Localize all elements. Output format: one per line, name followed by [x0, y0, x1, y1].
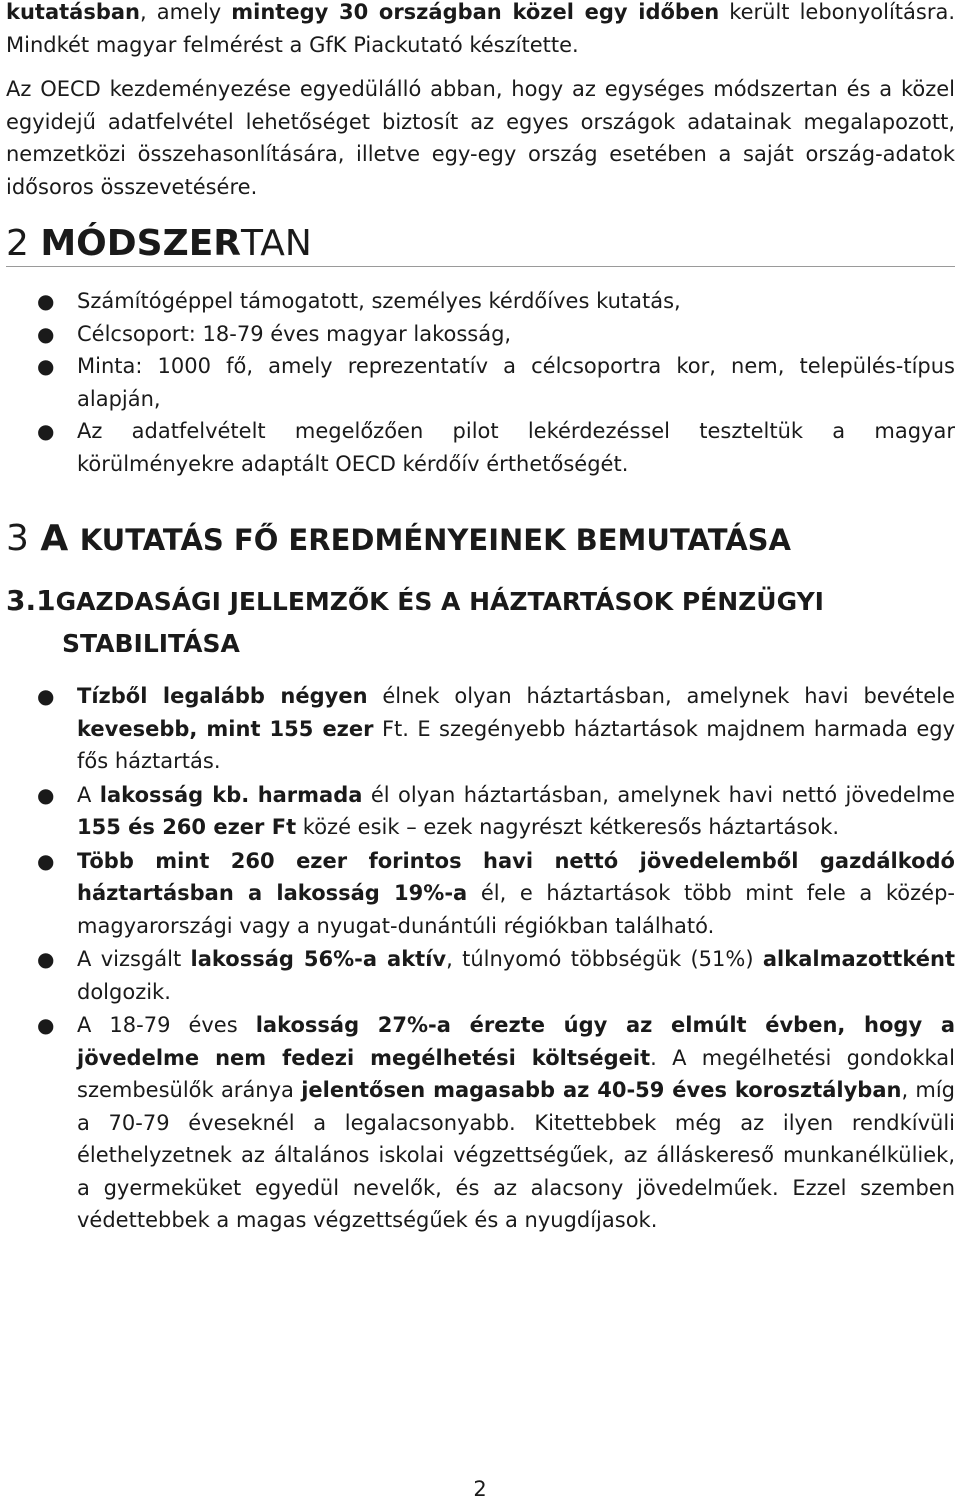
section-2-number: 2: [6, 223, 29, 264]
bullet-icon: ●: [37, 289, 55, 313]
list-item: ● Számítógéppel támogatott, személyes kérdőíves kutatás,: [0, 285, 955, 318]
bullet-icon: ●: [37, 354, 55, 378]
list-item: ● A lakosság kb. harmada él olyan háztartásban, amelynek havi nettó jövedelme 155 és 260 ezer Ft közé esik – ezek nagyrészt kétkeresős háztartások.: [0, 779, 955, 844]
intro-text-2: került lebonyolításra. Mindkét magyar felmérést a GfK Piackutató készítette.: [6, 0, 955, 57]
section-3-1-heading: [6, 584, 824, 661]
intro-bold-2: mintegy 30 országban közel egy időben: [231, 0, 720, 24]
intro-paragraph: [6, 0, 955, 61]
bullet-icon: ●: [37, 848, 55, 873]
list-item: ● Minta: 1000 fő, amely reprezentatív a célcsoportra kor, nem, település-típus alapján,: [0, 350, 955, 415]
methodology-list: [0, 285, 955, 480]
intro-text-1: , amely: [140, 0, 232, 24]
oecd-paragraph: Az OECD kezdeményezése egyedülálló abban, hogy az egységes módszertan és a közel egyidejű adatfelvétel lehetőséget biztosít az egyes országok adatainak megalapozott, nemzetközi összehasonlítására, illetve egy-egy ország esetében a saját ország-adatok idősoros összevetésére.: [6, 77, 955, 199]
section-3-title-big: A: [40, 518, 69, 559]
bullet-icon: ●: [37, 782, 55, 807]
bullet-icon: ●: [37, 684, 55, 708]
section-3-number: 3: [6, 518, 29, 559]
intro-bold-1: kutatásban: [6, 0, 140, 24]
section-3-1-line2: STABILITÁSA: [62, 629, 240, 658]
list-item: ● Az adatfelvételt megelőzően pilot lekérdezéssel teszteltük a magyar körülményekre adaptált OECD kérdőív érthetőségét.: [0, 415, 955, 480]
section-3-title-rest: KUTATÁS FŐ EREDMÉNYEINEK BEMUTATÁSA: [79, 523, 791, 557]
bullet-icon: ●: [37, 1013, 55, 1037]
list-item: ● Célcsoport: 18-79 éves magyar lakosság,: [0, 318, 955, 351]
bullet-icon: ●: [37, 419, 55, 443]
section-2-heading: [6, 222, 955, 267]
section-3-1-number: 3.1: [6, 584, 56, 617]
section-3-1-line1: GAZDASÁGI JELLEMZŐK ÉS A HÁZTARTÁSOK PÉNZÜGYI: [55, 587, 824, 616]
page-number: 2: [473, 1477, 487, 1501]
section-2-title-bold: MÓDSZER: [40, 223, 242, 264]
section-3-heading: [6, 514, 791, 565]
bullet-icon: ●: [37, 947, 55, 971]
section-2-title-rest: TAN: [241, 223, 312, 264]
list-item: ● A 18-79 éves lakosság 27%-a érezte úgy az elmúlt évben, hogy a jövedelme nem fedezi megélhetési költségeit. A megélhetési gondokkal szembesülők aránya jelentősen magasabb az 40-59 éves korosztályban, míg a 70-79 éveseknél a legalacsonyabb. Kitettebbek még az ilyen rendkívüli élethelyzetnek az általános iskolai végzettségűek, az álláskereső munkanélküliek, a gyermeküket egyedül nevelők, és az alacsony jövedelműek. Ezzel szemben védettebbek a magas végzettségűek és a nyugdíjasok.: [0, 1009, 955, 1237]
bullet-icon: ●: [37, 321, 55, 346]
list-item: ● A vizsgált lakosság 56%-a aktív, túlnyomó többségük (51%) alkalmazottként dolgozik.: [0, 943, 955, 1008]
list-item: ● Tízből legalább négyen élnek olyan háztartásban, amelynek havi bevétele kevesebb, mint 155 ezer Ft. E szegényebb háztartások majdnem harmada egy fős háztartás.: [0, 680, 955, 778]
list-item: ● Több mint 260 ezer forintos havi nettó jövedelemből gazdálkodó háztartásban a lakosság 19%-a él, e háztartások több mint fele a közép-magyarországi vagy a nyugat-dunántúli régiókban található.: [0, 845, 955, 943]
findings-list: [0, 680, 955, 1237]
